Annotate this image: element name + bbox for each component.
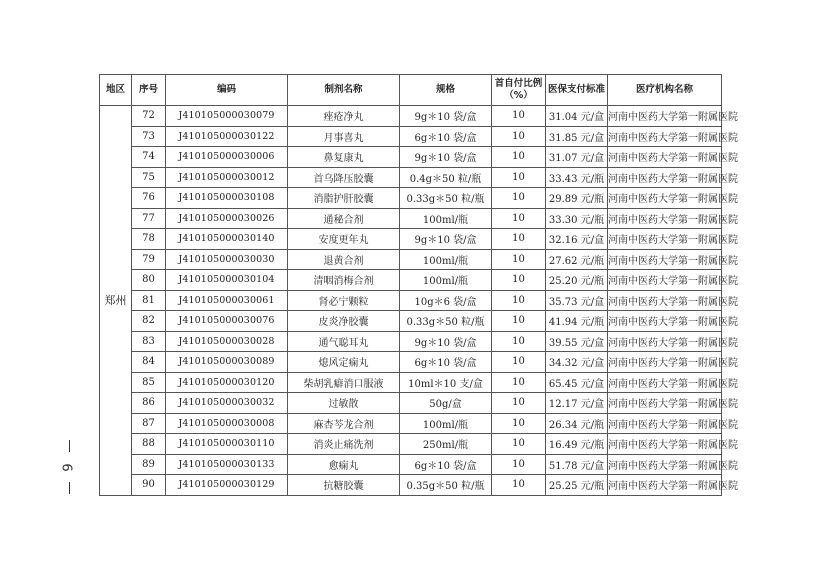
row-spec: 10ml＊10 支/盒	[400, 372, 492, 393]
row-institution: 河南中医药大学第一附属医院	[608, 208, 722, 229]
row-code: J410105000030076	[166, 311, 288, 332]
row-code: J410105000030104	[166, 270, 288, 291]
page-number	[60, 440, 90, 500]
table-row	[100, 290, 722, 311]
row-institution: 河南中医药大学第一附属医院	[608, 167, 722, 188]
row-institution: 河南中医药大学第一附属医院	[608, 311, 722, 332]
row-spec: 100ml/瓶	[400, 208, 492, 229]
row-spec: 10g＊6 袋/盒	[400, 290, 492, 311]
row-insurance-price: 32.16 元/盒	[546, 229, 608, 250]
page-number-text: 6	[58, 463, 74, 472]
row-self-pay-ratio: 10	[492, 413, 546, 434]
row-self-pay-ratio: 10	[492, 372, 546, 393]
row-institution: 河南中医药大学第一附属医院	[608, 393, 722, 414]
table-row	[100, 188, 722, 209]
row-drug-name: 清咽消梅合剂	[288, 270, 400, 291]
row-index: 78	[132, 229, 166, 250]
table-row	[100, 208, 722, 229]
table-header-row	[100, 75, 722, 106]
row-insurance-price: 51.78 元/盒	[546, 454, 608, 475]
header-institution: 医疗机构名称	[608, 75, 722, 106]
row-self-pay-ratio: 10	[492, 454, 546, 475]
row-spec: 9g＊10 袋/盒	[400, 331, 492, 352]
row-drug-name: 皮炎净胶囊	[288, 311, 400, 332]
row-drug-name: 消炎止痛洗剂	[288, 434, 400, 455]
header-region: 地区	[100, 75, 132, 106]
row-spec: 9g＊10 袋/盒	[400, 229, 492, 250]
row-insurance-price: 29.89 元/瓶	[546, 188, 608, 209]
row-code: J410105000030030	[166, 249, 288, 270]
header-code: 编码	[166, 75, 288, 106]
row-self-pay-ratio: 10	[492, 229, 546, 250]
row-index: 81	[132, 290, 166, 311]
row-insurance-price: 12.17 元/盒	[546, 393, 608, 414]
row-self-pay-ratio: 10	[492, 475, 546, 496]
row-self-pay-ratio: 10	[492, 290, 546, 311]
row-spec: 9g＊10 袋/盒	[400, 106, 492, 127]
row-institution: 河南中医药大学第一附属医院	[608, 147, 722, 168]
row-code: J410105000030122	[166, 126, 288, 147]
row-self-pay-ratio: 10	[492, 434, 546, 455]
row-drug-name: 麻杏芩龙合剂	[288, 413, 400, 434]
table-row	[100, 147, 722, 168]
row-code: J410105000030140	[166, 229, 288, 250]
row-code: J410105000030133	[166, 454, 288, 475]
row-drug-name: 过敏散	[288, 393, 400, 414]
row-code: J410105000030108	[166, 188, 288, 209]
row-institution: 河南中医药大学第一附属医院	[608, 454, 722, 475]
row-drug-name: 鼻复康丸	[288, 147, 400, 168]
row-spec: 250ml/瓶	[400, 434, 492, 455]
header-index: 序号	[132, 75, 166, 106]
row-insurance-price: 65.45 元/盒	[546, 372, 608, 393]
row-code: J410105000030012	[166, 167, 288, 188]
row-insurance-price: 34.32 元/盒	[546, 352, 608, 373]
row-spec: 9g＊10 袋/盒	[400, 147, 492, 168]
row-spec: 0.35g＊50 粒/瓶	[400, 475, 492, 496]
page-number-dash-bottom	[69, 482, 70, 494]
row-institution: 河南中医药大学第一附属医院	[608, 188, 722, 209]
row-self-pay-ratio: 10	[492, 126, 546, 147]
row-spec: 6g＊10 袋/盒	[400, 352, 492, 373]
row-code: J410105000030032	[166, 393, 288, 414]
row-self-pay-ratio: 10	[492, 147, 546, 168]
row-index: 83	[132, 331, 166, 352]
row-institution: 河南中医药大学第一附属医院	[608, 352, 722, 373]
page-number-dash-top	[69, 440, 70, 452]
row-insurance-price: 25.20 元/瓶	[546, 270, 608, 291]
row-insurance-price: 33.43 元/瓶	[546, 167, 608, 188]
row-index: 84	[132, 352, 166, 373]
table-row	[100, 106, 722, 127]
row-self-pay-ratio: 10	[492, 352, 546, 373]
row-self-pay-ratio: 10	[492, 331, 546, 352]
row-drug-name: 熄风定痫丸	[288, 352, 400, 373]
row-code: J410105000030008	[166, 413, 288, 434]
row-spec: 100ml/瓶	[400, 413, 492, 434]
region-cell: 郑州	[100, 106, 132, 496]
row-code: J410105000030110	[166, 434, 288, 455]
row-insurance-price: 39.55 元/盒	[546, 331, 608, 352]
row-drug-name: 通秘合剂	[288, 208, 400, 229]
row-code: J410105000030006	[166, 147, 288, 168]
row-index: 80	[132, 270, 166, 291]
row-code: J410105000030079	[166, 106, 288, 127]
row-insurance-price: 25.25 元/瓶	[546, 475, 608, 496]
row-drug-name: 消脂护肝胶囊	[288, 188, 400, 209]
row-institution: 河南中医药大学第一附属医院	[608, 413, 722, 434]
table-row	[100, 413, 722, 434]
row-index: 75	[132, 167, 166, 188]
row-self-pay-ratio: 10	[492, 208, 546, 229]
row-code: J410105000030026	[166, 208, 288, 229]
row-code: J410105000030028	[166, 331, 288, 352]
header-spec: 规格	[400, 75, 492, 106]
row-code: J410105000030129	[166, 475, 288, 496]
row-spec: 0.4g＊50 粒/瓶	[400, 167, 492, 188]
row-drug-name: 肾必宁颗粒	[288, 290, 400, 311]
row-code: J410105000030089	[166, 352, 288, 373]
row-spec: 0.33g＊50 粒/瓶	[400, 311, 492, 332]
row-index: 82	[132, 311, 166, 332]
row-institution: 河南中医药大学第一附属医院	[608, 106, 722, 127]
table-row	[100, 126, 722, 147]
row-index: 79	[132, 249, 166, 270]
row-institution: 河南中医药大学第一附属医院	[608, 229, 722, 250]
row-drug-name: 安度更年丸	[288, 229, 400, 250]
row-index: 76	[132, 188, 166, 209]
row-code: J410105000030061	[166, 290, 288, 311]
row-self-pay-ratio: 10	[492, 188, 546, 209]
row-insurance-price: 33.30 元/瓶	[546, 208, 608, 229]
row-institution: 河南中医药大学第一附属医院	[608, 270, 722, 291]
table-row	[100, 331, 722, 352]
table-row	[100, 249, 722, 270]
row-index: 89	[132, 454, 166, 475]
row-insurance-price: 31.07 元/盒	[546, 147, 608, 168]
row-index: 73	[132, 126, 166, 147]
row-index: 77	[132, 208, 166, 229]
row-insurance-price: 16.49 元/瓶	[546, 434, 608, 455]
table-row	[100, 434, 722, 455]
row-spec: 0.33g＊50 粒/瓶	[400, 188, 492, 209]
row-index: 86	[132, 393, 166, 414]
row-institution: 河南中医药大学第一附属医院	[608, 290, 722, 311]
table-row	[100, 352, 722, 373]
row-drug-name: 柴胡乳癖消口服液	[288, 372, 400, 393]
row-index: 85	[132, 372, 166, 393]
row-spec: 50g/盒	[400, 393, 492, 414]
table-row	[100, 475, 722, 496]
row-self-pay-ratio: 10	[492, 270, 546, 291]
row-institution: 河南中医药大学第一附属医院	[608, 434, 722, 455]
row-index: 72	[132, 106, 166, 127]
table-row	[100, 372, 722, 393]
row-index: 74	[132, 147, 166, 168]
row-institution: 河南中医药大学第一附属医院	[608, 126, 722, 147]
table-row	[100, 167, 722, 188]
row-institution: 河南中医药大学第一附属医院	[608, 249, 722, 270]
row-self-pay-ratio: 10	[492, 311, 546, 332]
row-drug-name: 通气聪耳丸	[288, 331, 400, 352]
row-drug-name: 痤疮净丸	[288, 106, 400, 127]
table-row	[100, 229, 722, 250]
row-insurance-price: 26.34 元/瓶	[546, 413, 608, 434]
row-insurance-price: 31.04 元/盒	[546, 106, 608, 127]
row-spec: 100ml/瓶	[400, 270, 492, 291]
row-index: 90	[132, 475, 166, 496]
table-row	[100, 311, 722, 332]
row-self-pay-ratio: 10	[492, 106, 546, 127]
header-insurance-price: 医保支付标准	[546, 75, 608, 106]
row-drug-name: 月事喜丸	[288, 126, 400, 147]
table-row	[100, 393, 722, 414]
row-self-pay-ratio: 10	[492, 249, 546, 270]
row-drug-name: 抗糖胶囊	[288, 475, 400, 496]
row-index: 87	[132, 413, 166, 434]
row-self-pay-ratio: 10	[492, 167, 546, 188]
row-spec: 6g＊10 袋/盒	[400, 126, 492, 147]
row-drug-name: 退黄合剂	[288, 249, 400, 270]
row-spec: 6g＊10 袋/盒	[400, 454, 492, 475]
row-drug-name: 愈痫丸	[288, 454, 400, 475]
row-drug-name: 首乌降压胶囊	[288, 167, 400, 188]
row-institution: 河南中医药大学第一附属医院	[608, 372, 722, 393]
row-index: 88	[132, 434, 166, 455]
header-drug-name: 制剂名称	[288, 75, 400, 106]
row-insurance-price: 35.73 元/盒	[546, 290, 608, 311]
drug-price-table	[99, 74, 738, 496]
row-insurance-price: 31.85 元/盒	[546, 126, 608, 147]
table-row	[100, 454, 722, 475]
row-institution: 河南中医药大学第一附属医院	[608, 475, 722, 496]
header-self-pay-ratio: 首自付比例（%）	[492, 75, 546, 106]
row-code: J410105000030120	[166, 372, 288, 393]
row-self-pay-ratio: 10	[492, 393, 546, 414]
row-insurance-price: 27.62 元/瓶	[546, 249, 608, 270]
row-spec: 100ml/瓶	[400, 249, 492, 270]
table-row	[100, 270, 722, 291]
row-insurance-price: 41.94 元/瓶	[546, 311, 608, 332]
row-institution: 河南中医药大学第一附属医院	[608, 331, 722, 352]
